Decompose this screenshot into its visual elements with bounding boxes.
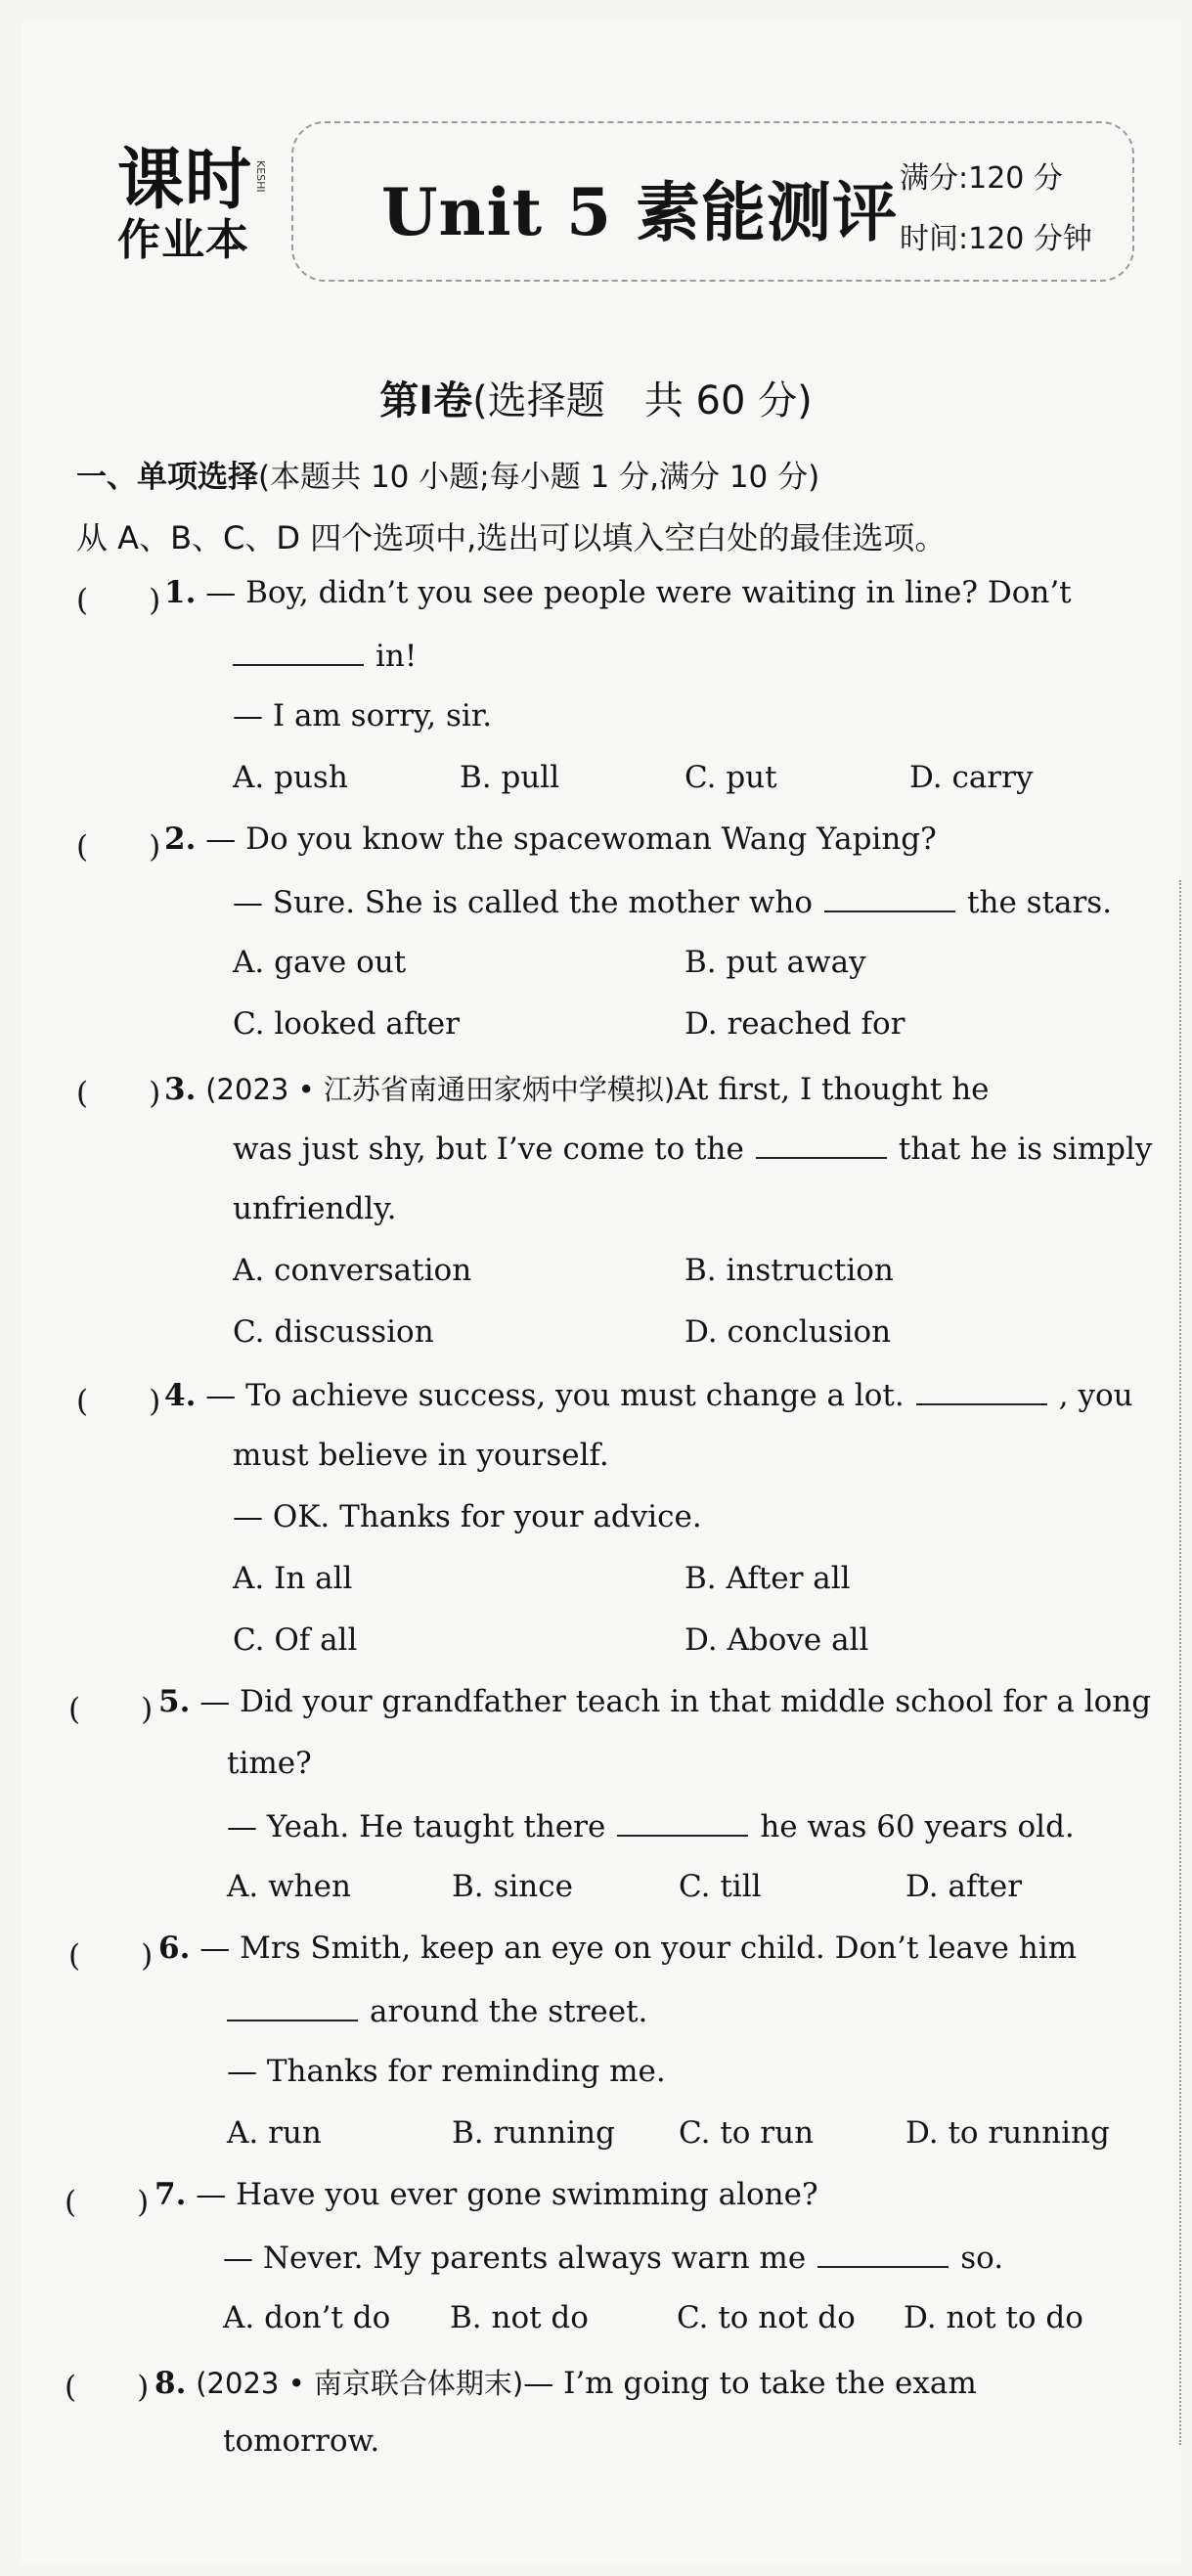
question-source: (2023 • 江苏省南通田家炳中学模拟): [205, 1073, 676, 1106]
answer-blank[interactable]: [756, 1130, 887, 1159]
question-line: [164, 1068, 990, 1108]
option-a: A. gave out: [233, 945, 407, 980]
instructions: 从 A、B、C、D 四个选项中,选出可以填入空白处的最佳选项。: [76, 519, 947, 556]
question-line: [158, 1931, 1077, 1966]
question-text: — OK. Thanks for your advice.: [233, 1499, 702, 1534]
option-b: B. not do: [450, 2300, 589, 2335]
option-c: C. looked after: [233, 1006, 460, 1042]
answer-paren[interactable]: ( ): [76, 583, 161, 618]
question-line: [155, 2362, 977, 2402]
answer-blank[interactable]: [817, 2239, 949, 2268]
part-heading-bold: 一、单项选择: [76, 460, 258, 495]
full-score: 满分:120 分: [900, 161, 1063, 196]
question-text: that he is simply: [898, 1132, 1153, 1167]
option-b: B. put away: [684, 945, 866, 980]
option-a: A. push: [233, 760, 348, 795]
section-title-rest: (选择题 共 60 分): [472, 378, 813, 423]
option-b: B. pull: [460, 760, 560, 795]
question-line: [164, 1376, 1133, 1413]
question-text: must believe in yourself.: [233, 1438, 609, 1473]
question-text: around the street.: [370, 1994, 648, 2029]
exam-meta: [900, 149, 1092, 270]
question-text: was just shy, but I’ve come to the: [233, 1132, 744, 1167]
logo-line1: 课时: [117, 142, 253, 219]
option-c: C. to not do: [677, 2300, 856, 2335]
question-text: , you: [1058, 1378, 1133, 1413]
option-c: C. till: [679, 1869, 762, 1904]
option-b: B. instruction: [684, 1253, 894, 1288]
question-text: — Have you ever gone swimming alone?: [196, 2177, 818, 2212]
question-text: unfriendly.: [233, 1191, 397, 1226]
logo-vertical-text: KESHI: [254, 160, 267, 193]
question-number: 5.: [158, 1684, 191, 1719]
question-text: — Yeah. He taught there: [227, 1809, 606, 1844]
question-text: — Sure. She is called the mother who: [233, 885, 814, 920]
question-line: [233, 883, 1112, 920]
logo-line2: 作业本: [117, 215, 249, 265]
question-number: 1.: [164, 575, 197, 610]
question-line: [164, 822, 937, 857]
question-line: [227, 1992, 647, 2029]
question-text: At first, I thought he: [675, 1072, 990, 1107]
question-text: time?: [227, 1746, 312, 1781]
part-heading: [76, 452, 819, 496]
option-c: C. Of all: [233, 1622, 358, 1658]
answer-paren[interactable]: ( ): [68, 1938, 154, 1974]
question-text: — I’m going to take the exam: [523, 2366, 977, 2401]
question-line: [158, 1684, 1151, 1719]
brand-logo: [117, 142, 267, 266]
option-d: D. carry: [909, 760, 1034, 795]
question-text: — Boy, didn’t you see people were waiting in line? Don’t: [205, 575, 1072, 610]
question-text: — Mrs Smith, keep an eye on your child. Don’t leave him: [199, 1931, 1078, 1966]
answer-paren[interactable]: ( ): [68, 1692, 154, 1727]
question-line: [233, 637, 417, 674]
answer-blank[interactable]: [916, 1376, 1047, 1405]
answer-blank[interactable]: [617, 1807, 748, 1837]
question-number: 2.: [164, 822, 197, 857]
option-d: D. to running: [905, 2115, 1110, 2151]
option-c: C. discussion: [233, 1314, 434, 1350]
option-d: D. not to do: [904, 2300, 1083, 2335]
question-source: (2023 • 南京联合体期末): [196, 2367, 524, 2400]
answer-paren[interactable]: ( ): [76, 1076, 161, 1111]
question-text: he was 60 years old.: [760, 1809, 1075, 1844]
answer-paren[interactable]: ( ): [76, 829, 161, 865]
option-a: A. In all: [233, 1561, 353, 1596]
question-text: tomorrow.: [223, 2423, 380, 2459]
option-b: B. since: [452, 1869, 573, 1904]
title-box: [291, 121, 1134, 282]
question-text: — Do you know the spacewoman Wang Yaping?: [205, 822, 937, 857]
question-text: the stars.: [967, 885, 1113, 920]
option-b: B. running: [452, 2115, 615, 2151]
option-b: B. After all: [684, 1561, 851, 1596]
option-a: A. when: [227, 1869, 351, 1904]
question-text: — Did your grandfather teach in that middle school for a long: [199, 1684, 1152, 1719]
option-a: A. run: [227, 2115, 322, 2151]
page-edge-divider: [1179, 880, 1183, 2445]
option-c: C. put: [684, 760, 777, 795]
unit-title: Unit 5 素能测评: [381, 174, 898, 250]
option-a: A. don’t do: [223, 2300, 391, 2335]
time-limit: 时间:120 分钟: [900, 222, 1092, 256]
question-text: in!: [375, 639, 418, 674]
answer-blank[interactable]: [824, 883, 955, 912]
question-text: — Never. My parents always warn me: [223, 2241, 807, 2276]
answer-blank[interactable]: [227, 1992, 358, 2021]
question-line: [227, 1807, 1075, 1844]
option-c: C. to run: [679, 2115, 815, 2151]
question-number: 3.: [164, 1072, 197, 1107]
question-text: — To achieve success, you must change a lot.: [205, 1378, 905, 1413]
section-title: [0, 370, 1192, 425]
section-title-bold: 第Ⅰ卷: [379, 378, 473, 423]
question-number: 8.: [155, 2366, 187, 2401]
question-number: 4.: [164, 1378, 197, 1413]
question-line: [233, 1130, 1152, 1167]
question-number: 6.: [158, 1931, 191, 1966]
question-text: so.: [960, 2241, 1004, 2276]
answer-paren[interactable]: ( ): [65, 2185, 150, 2220]
question-line: [155, 2177, 818, 2212]
option-d: D. Above all: [684, 1622, 869, 1658]
question-text: — Thanks for reminding me.: [227, 2054, 666, 2089]
question-text: — I am sorry, sir.: [233, 698, 493, 733]
option-d: D. after: [905, 1869, 1023, 1904]
option-a: A. conversation: [233, 1253, 472, 1288]
answer-paren[interactable]: ( ): [76, 1384, 161, 1419]
question-line: [164, 575, 1072, 610]
answer-paren[interactable]: ( ): [65, 2370, 150, 2405]
part-heading-rest: (本题共 10 小题;每小题 1 分,满分 10 分): [258, 460, 820, 495]
option-d: D. conclusion: [684, 1314, 892, 1350]
question-number: 7.: [155, 2177, 187, 2212]
answer-blank[interactable]: [233, 637, 364, 666]
question-line: [223, 2239, 1003, 2276]
option-d: D. reached for: [684, 1006, 905, 1042]
